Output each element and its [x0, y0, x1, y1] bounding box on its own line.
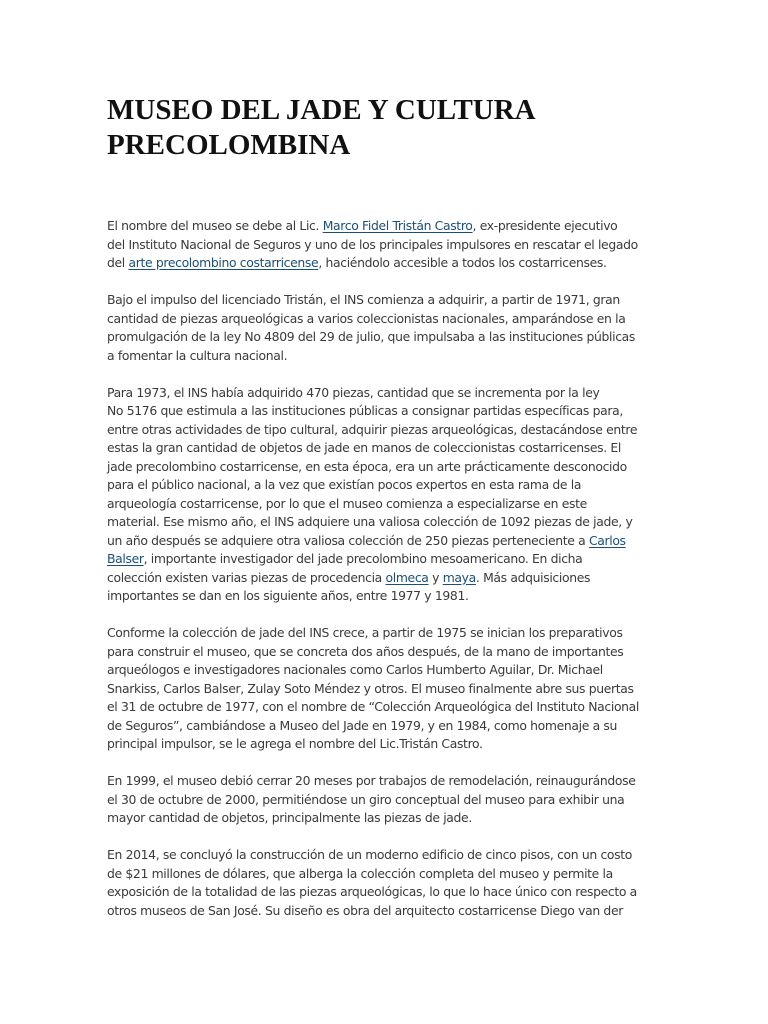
text-line	[107, 310, 663, 329]
text-segment: Bajo el impulso del licenciado Tristán, el INS comienza a adquirir, a partir de 1971, gran	[107, 292, 620, 307]
text-segment: un año después se adquiere otra valiosa colección de 250 piezas perteneciente a	[107, 532, 589, 548]
text-segment: a fomentar la cultura nacional.	[107, 347, 288, 363]
text-line	[107, 809, 663, 828]
text-line	[107, 328, 663, 347]
inline-link[interactable]: arte precolombino costarricense	[128, 255, 319, 270]
text-segment: , importante investigador del jade precolombino mesoamericano. En dicha	[143, 551, 583, 566]
text-segment: del Instituto Nacional de Seguros y uno de los principales impulsores en rescatar el legado	[107, 236, 638, 252]
text-segment: arqueología costarricense, por lo que el museo comienza a especializarse en este	[107, 495, 587, 511]
text-segment: para el público nacional, a la vez que existían pocos expertos en esta rama de la	[107, 477, 582, 492]
text-segment: estas la gran cantidad de objetos de jade en manos de coleccionistas costarricenses. El	[107, 440, 621, 455]
page-title	[107, 93, 667, 163]
text-segment: jade precolombino costarricense, en esta época, era un arte prácticamente desconocido	[107, 458, 627, 474]
inline-link[interactable]: Marco Fidel Tristán Castro	[322, 218, 473, 233]
text-segment: No 5176 que estimula a las instituciones públicas a consignar partidas específicas para,	[107, 403, 623, 418]
text-line	[107, 865, 663, 884]
text-segment: Conforme la colección de jade del INS crece, a partir de 1975 se inician los preparativos	[107, 625, 623, 640]
text-line	[107, 458, 663, 477]
text-line	[107, 550, 663, 569]
text-line	[107, 421, 663, 440]
paragraph	[107, 291, 663, 365]
title-line-2: PRECOLOMBINA	[107, 129, 351, 161]
text-line	[107, 476, 663, 495]
text-line	[107, 698, 663, 717]
paragraph	[107, 217, 663, 273]
text-segment: el 30 de octubre de 2000, permitiéndose un giro conceptual del museo para exhibir una	[107, 791, 625, 807]
text-segment: entre otras actividades de tipo cultural, adquirir piezas arqueológicas, destacándose entre	[107, 421, 638, 437]
text-line	[107, 791, 663, 810]
text-segment: En 1999, el museo debió cerrar 20 meses por trabajos de remodelación, reinaugurándose	[107, 773, 636, 788]
text-line	[107, 384, 663, 403]
text-segment: arqueólogos e investigadores nacionales como Carlos Humberto Aguilar, Dr. Michael	[107, 662, 603, 677]
title-line-1: MUSEO DEL JADE Y CULTURA	[107, 94, 536, 126]
text-segment: otros museos de San José. Su diseño es obra del arquitecto costarricense Diego van der	[107, 902, 623, 918]
text-segment: , ex-presidente ejecutivo	[472, 218, 618, 233]
text-segment: colección existen varias piezas de procedencia	[107, 569, 386, 585]
text-line	[107, 291, 663, 310]
inline-link[interactable]: Carlos	[588, 532, 626, 548]
text-segment: En 2014, se concluyó la construcción de un moderno edificio de cinco pisos, con un costo	[107, 847, 633, 862]
text-segment: para construir el museo, que se concreta dos años después, de la mano de importantes	[107, 643, 624, 659]
text-line	[107, 236, 663, 255]
paragraph	[107, 624, 663, 754]
inline-link[interactable]: Balser	[107, 551, 144, 566]
text-line	[107, 883, 663, 902]
text-line	[107, 902, 663, 921]
text-segment: del	[107, 255, 129, 270]
text-segment: promulgación de la ley No 4809 del 29 de julio, que impulsaba a las instituciones públicas	[107, 329, 636, 344]
text-segment: mayor cantidad de objetos, principalmente las piezas de jade.	[107, 810, 472, 825]
text-segment: El nombre del museo se debe al Lic.	[107, 218, 323, 233]
text-line	[107, 513, 663, 532]
text-segment: y	[428, 569, 443, 585]
text-line	[107, 569, 663, 588]
text-line	[107, 661, 663, 680]
text-line	[107, 717, 663, 736]
text-line	[107, 347, 663, 366]
text-line	[107, 532, 663, 551]
text-line	[107, 217, 663, 236]
text-segment: de $21 millones de dólares, que alberga la colección completa del museo y permite la	[107, 865, 613, 881]
text-segment: Snarkiss, Carlos Balser, Zulay Soto Méndez y otros. El museo finalmente abre sus puertas	[107, 680, 634, 696]
text-line	[107, 643, 663, 662]
text-line	[107, 772, 663, 791]
text-segment: , haciéndolo accesible a todos los costarricenses.	[318, 255, 607, 270]
text-line	[107, 495, 663, 514]
text-segment: exposición de la totalidad de las piezas arqueológicas, lo que lo hace único con respecto a	[107, 884, 637, 899]
text-segment: principal impulsor, se le agrega el nombre del Lic.Tristán Castro.	[107, 736, 483, 751]
text-segment: Para 1973, el INS había adquirido 470 piezas, cantidad que se incrementa por la ley	[107, 384, 600, 400]
text-segment: . Más adquisiciones	[475, 569, 591, 585]
text-line	[107, 402, 663, 421]
paragraph	[107, 772, 663, 828]
text-line	[107, 624, 663, 643]
text-line	[107, 587, 663, 606]
text-segment: material. Ese mismo año, el INS adquiere una valiosa colección de 1092 piezas de jade, y	[107, 514, 633, 529]
text-segment: importantes se dan en los siguiente años, entre 1977 y 1981.	[107, 588, 469, 603]
paragraph	[107, 384, 663, 606]
inline-link[interactable]: maya	[442, 569, 476, 585]
text-line	[107, 846, 663, 865]
text-line	[107, 735, 663, 754]
text-line	[107, 439, 663, 458]
text-segment: el 31 de octubre de 1977, con el nombre de “Colección Arqueológica del Instituto Nacional	[107, 699, 640, 714]
text-line	[107, 680, 663, 699]
document-body	[107, 217, 663, 939]
paragraph	[107, 846, 663, 920]
text-line	[107, 254, 663, 273]
inline-link[interactable]: olmeca	[385, 569, 429, 585]
text-segment: cantidad de piezas arqueológicas a varios coleccionistas nacionales, amparándose en la	[107, 310, 626, 326]
text-segment: de Seguros”, cambiándose a Museo del Jade en 1979, y en 1984, como homenaje a su	[107, 717, 618, 733]
